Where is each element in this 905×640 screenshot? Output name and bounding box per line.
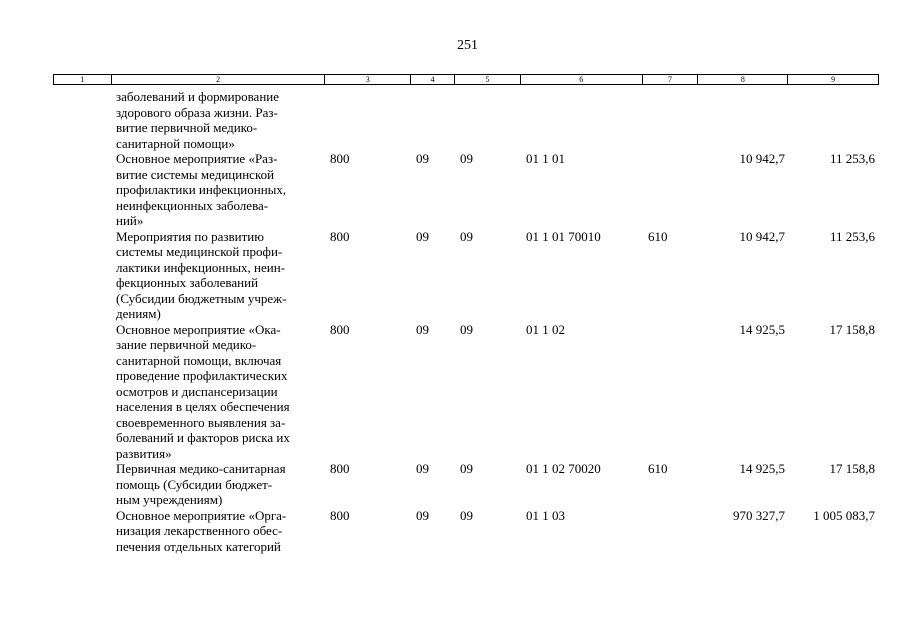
- cell-c5: [455, 89, 521, 151]
- description-line: здорового образа жизни. Раз-: [116, 104, 278, 120]
- description-line: ным учреждениям): [116, 492, 223, 507]
- column-header: 9: [831, 75, 836, 84]
- cell-c7: [643, 89, 699, 151]
- description-line: ний»: [116, 213, 144, 228]
- cell-description: [111, 461, 325, 508]
- description-line: осмотров и диспансеризации: [116, 383, 278, 399]
- cell-c4: 09: [416, 228, 429, 244]
- cell-col-1: [53, 89, 111, 151]
- column-header: 1: [54, 75, 112, 84]
- cell-c6: [521, 89, 643, 151]
- cell-c8: 970 327,7: [733, 507, 785, 523]
- cell-col-1: [53, 461, 111, 508]
- table-row: [53, 151, 879, 229]
- description-line: низация лекарственного обес-: [116, 523, 283, 538]
- cell-description: [111, 322, 325, 462]
- table-header-row: [53, 74, 879, 85]
- cell-description: [111, 151, 325, 229]
- cell-c3: 800: [330, 151, 350, 166]
- cell-c4: 09: [416, 507, 429, 523]
- column-header: 4: [411, 75, 455, 84]
- cell-col-1: [53, 229, 111, 322]
- description-line: санитарной помощи»: [116, 135, 235, 151]
- cell-c8: 10 942,7: [739, 151, 785, 166]
- cell-c3: 800: [330, 461, 350, 476]
- column-header: 2: [112, 75, 325, 84]
- cell-c3: [325, 89, 411, 151]
- cell-c9: 1 005 083,7: [813, 507, 875, 523]
- description-line: печения отдельных категорий: [116, 538, 281, 554]
- description-line: дениям): [116, 306, 161, 321]
- cell-description: [111, 229, 325, 322]
- cell-c5: 09: [460, 228, 473, 244]
- cell-c7: [643, 151, 699, 229]
- description-line: Основное мероприятие «Орга-: [116, 507, 287, 523]
- cell-description: [111, 508, 325, 555]
- cell-c3: 800: [330, 321, 350, 337]
- cell-c7: 610: [648, 228, 668, 244]
- description-line: витие первичной медико-: [116, 120, 258, 135]
- description-line: помощь (Субсидии бюджет-: [116, 476, 273, 492]
- description-line: Основное мероприятие «Раз-: [116, 151, 278, 166]
- column-header: 3: [325, 75, 411, 84]
- cell-c9: 11 253,6: [829, 151, 875, 166]
- cell-c7: [643, 322, 699, 462]
- description-line: Первичная медико-санитарная: [116, 461, 286, 476]
- cell-c9: 17 158,8: [829, 461, 875, 476]
- cell-c6: 01 1 02 70020: [526, 461, 601, 476]
- description-line: зание первичной медико-: [116, 337, 257, 352]
- table-body: [53, 89, 879, 554]
- table-row: [53, 322, 879, 462]
- description-line: Мероприятия по развитию: [116, 228, 264, 244]
- cell-c6: 01 1 01 70010: [526, 228, 601, 244]
- cell-c9: 11 253,6: [829, 228, 875, 244]
- description-line: проведение профилактических: [116, 368, 288, 383]
- description-line: витие системы медицинской: [116, 166, 275, 182]
- column-header: 6: [521, 75, 643, 84]
- table-row: [53, 508, 879, 555]
- cell-c6: 01 1 01: [526, 151, 565, 166]
- cell-c7: [643, 508, 699, 555]
- description-line: неинфекционных заболева-: [116, 197, 269, 213]
- description-line: болеваний и факторов риска их: [116, 430, 290, 445]
- description-line: развития»: [116, 445, 172, 461]
- cell-c4: 09: [416, 151, 429, 166]
- page-number: 251: [457, 38, 478, 53]
- description-line: своевременного выявления за-: [116, 414, 286, 430]
- column-header: 5: [455, 75, 521, 84]
- description-line: лактики инфекционных, неин-: [116, 259, 286, 275]
- cell-c6: 01 1 03: [526, 507, 565, 523]
- description-line: системы медицинской профи-: [116, 244, 283, 259]
- table-row: [53, 461, 879, 508]
- cell-c9: 17 158,8: [829, 321, 875, 337]
- table-row: [53, 229, 879, 322]
- cell-c4: 09: [416, 461, 429, 476]
- description-line: (Субсидии бюджетным учреж-: [116, 290, 287, 306]
- cell-c5: 09: [460, 461, 473, 476]
- cell-c8: [699, 89, 789, 151]
- description-line: Основное мероприятие «Ока-: [116, 321, 281, 337]
- cell-c4: [411, 89, 455, 151]
- cell-c7: 610: [648, 461, 668, 476]
- cell-c8: 10 942,7: [739, 228, 785, 244]
- table-row: [53, 89, 879, 151]
- cell-c3: 800: [330, 228, 350, 244]
- description-line: фекционных заболеваний: [116, 275, 259, 290]
- description-line: профилактики инфекционных,: [116, 182, 287, 197]
- cell-c6: 01 1 02: [526, 321, 565, 337]
- cell-col-1: [53, 151, 111, 229]
- cell-description: [111, 89, 325, 151]
- cell-col-1: [53, 322, 111, 462]
- cell-c4: 09: [416, 321, 429, 337]
- cell-c3: 800: [330, 507, 350, 523]
- description-line: населения в целях обеспечения: [116, 399, 290, 414]
- cell-c5: 09: [460, 151, 473, 166]
- cell-col-1: [53, 508, 111, 555]
- cell-c9: [789, 89, 879, 151]
- cell-c8: 14 925,5: [739, 461, 785, 476]
- column-header: 7: [643, 75, 699, 84]
- cell-c5: 09: [460, 507, 473, 523]
- cell-c5: 09: [460, 321, 473, 337]
- description-line: санитарной помощи, включая: [116, 352, 282, 368]
- column-header: 8: [698, 75, 788, 84]
- description-line: заболеваний и формирование: [116, 89, 280, 104]
- cell-c8: 14 925,5: [739, 321, 785, 337]
